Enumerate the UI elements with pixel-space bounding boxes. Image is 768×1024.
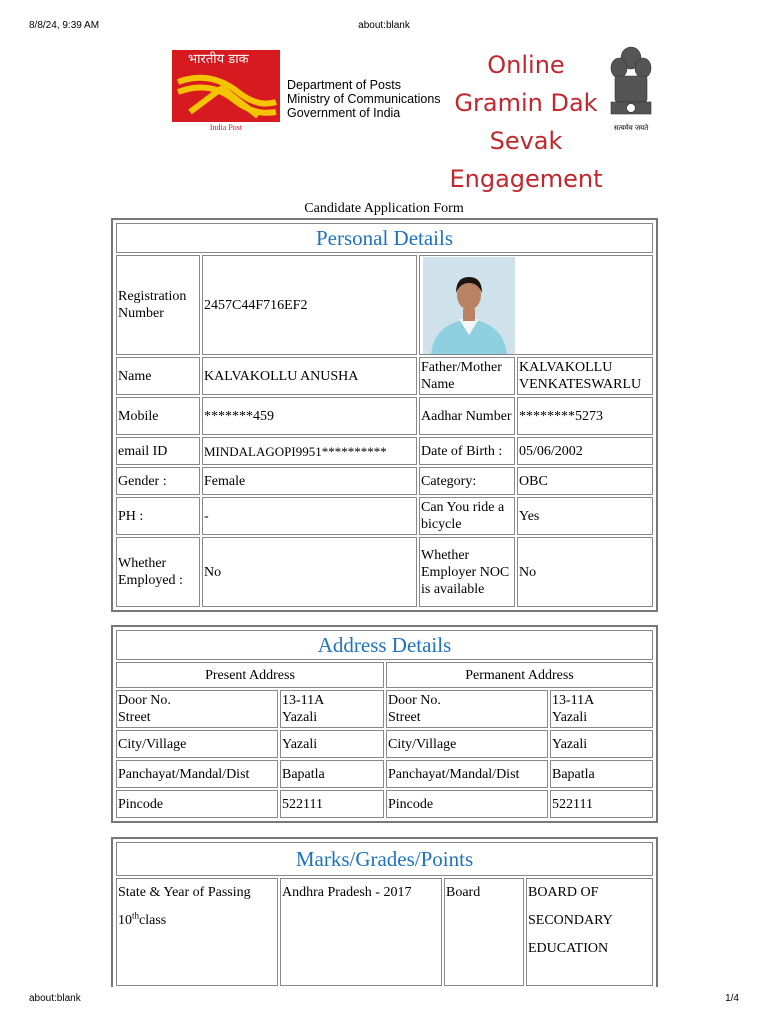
permanent-door-value: 13-11A Yazali bbox=[550, 690, 653, 728]
email-label: email ID bbox=[116, 437, 200, 465]
title-line: Gramin Dak bbox=[454, 89, 598, 117]
permanent-pincode-value: 522111 bbox=[550, 790, 653, 818]
name-value: KALVAKOLLU ANUSHA bbox=[202, 357, 417, 395]
aadhar-label: Aadhar Number bbox=[419, 397, 515, 435]
category-label: Category: bbox=[419, 467, 515, 495]
print-footer bbox=[29, 993, 739, 1007]
dob-label: Date of Birth : bbox=[419, 437, 515, 465]
gender-value: Female bbox=[202, 467, 417, 495]
photo-cell bbox=[419, 255, 653, 355]
bicycle-label: Can You ride a bicycle bbox=[419, 497, 515, 535]
registration-value: 2457C44F716EF2 bbox=[202, 255, 417, 355]
category-value: OBC bbox=[517, 467, 653, 495]
board-value: BOARD OF SECONDARY EDUCATION bbox=[526, 878, 653, 986]
personal-details-heading: Personal Details bbox=[116, 223, 653, 253]
permanent-address-label: Permanent Address bbox=[386, 662, 653, 688]
logo-hindi-text: भारतीय डाक bbox=[188, 52, 249, 67]
passing-label: State & Year of Passing 10thclass bbox=[116, 878, 278, 986]
india-post-logo bbox=[172, 50, 280, 130]
employed-value: No bbox=[202, 537, 417, 607]
present-pincode-value: 522111 bbox=[280, 790, 384, 818]
gender-label: Gender : bbox=[116, 467, 200, 495]
national-emblem-icon bbox=[606, 42, 656, 134]
title-line: Sevak bbox=[489, 127, 563, 155]
dob-value: 05/06/2002 bbox=[517, 437, 653, 465]
dept-line: Government of India bbox=[287, 106, 401, 120]
address-details-section bbox=[111, 625, 658, 823]
department-block bbox=[287, 78, 441, 120]
aadhar-value: ********5273 bbox=[517, 397, 653, 435]
present-pincode-label: Pincode bbox=[116, 790, 278, 818]
address-details-heading: Address Details bbox=[116, 630, 653, 660]
permanent-door-label: Door No. Street bbox=[386, 690, 548, 728]
permanent-pmd-value: Bapatla bbox=[550, 760, 653, 788]
dept-line: Ministry of Communications bbox=[287, 92, 441, 106]
permanent-city-value: Yazali bbox=[550, 730, 653, 758]
logo-india-post-text: India Post bbox=[209, 123, 243, 130]
noc-label: Whether Employer NOC is available bbox=[419, 537, 515, 607]
form-title: Candidate Application Form bbox=[304, 201, 464, 216]
dept-line: Department of Posts bbox=[287, 78, 401, 92]
marks-section bbox=[111, 837, 658, 987]
noc-value: No bbox=[517, 537, 653, 607]
title-line: Engagement bbox=[449, 165, 603, 193]
emblem-motto: सत्यमेव जयते bbox=[613, 124, 649, 132]
title-line: Online bbox=[487, 51, 565, 79]
page-title bbox=[447, 46, 605, 198]
present-pmd-value: Bapatla bbox=[280, 760, 384, 788]
permanent-pincode-label: Pincode bbox=[386, 790, 548, 818]
registration-label: Registration Number bbox=[116, 255, 200, 355]
ph-label: PH : bbox=[116, 497, 200, 535]
marks-heading: Marks/Grades/Points bbox=[116, 842, 653, 876]
present-city-label: City/Village bbox=[116, 730, 278, 758]
permanent-pmd-label: Panchayat/Mandal/Dist bbox=[386, 760, 548, 788]
class-label: 10thclass bbox=[118, 910, 167, 928]
board-label: Board bbox=[444, 878, 524, 986]
mobile-label: Mobile bbox=[116, 397, 200, 435]
mobile-value: *******459 bbox=[202, 397, 417, 435]
present-pmd-label: Panchayat/Mandal/Dist bbox=[116, 760, 278, 788]
parent-name-value: KALVAKOLLU VENKATESWARLU bbox=[517, 357, 653, 395]
present-city-value: Yazali bbox=[280, 730, 384, 758]
name-label: Name bbox=[116, 357, 200, 395]
print-header bbox=[29, 20, 739, 34]
present-door-label: Door No. Street bbox=[116, 690, 278, 728]
bicycle-value: Yes bbox=[517, 497, 653, 535]
passing-value: Andhra Pradesh - 2017 bbox=[280, 878, 442, 986]
candidate-photo bbox=[423, 257, 515, 354]
ph-value: - bbox=[202, 497, 417, 535]
present-address-label: Present Address bbox=[116, 662, 384, 688]
parent-name-label: Father/Mother Name bbox=[419, 357, 515, 395]
print-url: about:blank bbox=[358, 20, 410, 31]
permanent-city-label: City/Village bbox=[386, 730, 548, 758]
personal-details-section bbox=[111, 218, 658, 612]
email-value: MINDALAGOPI9951********** bbox=[202, 437, 417, 465]
footer-url: about:blank bbox=[29, 993, 81, 1004]
employed-label: Whether Employed : bbox=[116, 537, 200, 607]
page-number: 1/4 bbox=[725, 993, 739, 1004]
present-door-value: 13-11A Yazali bbox=[280, 690, 384, 728]
print-datetime: 8/8/24, 9:39 AM bbox=[29, 20, 100, 31]
